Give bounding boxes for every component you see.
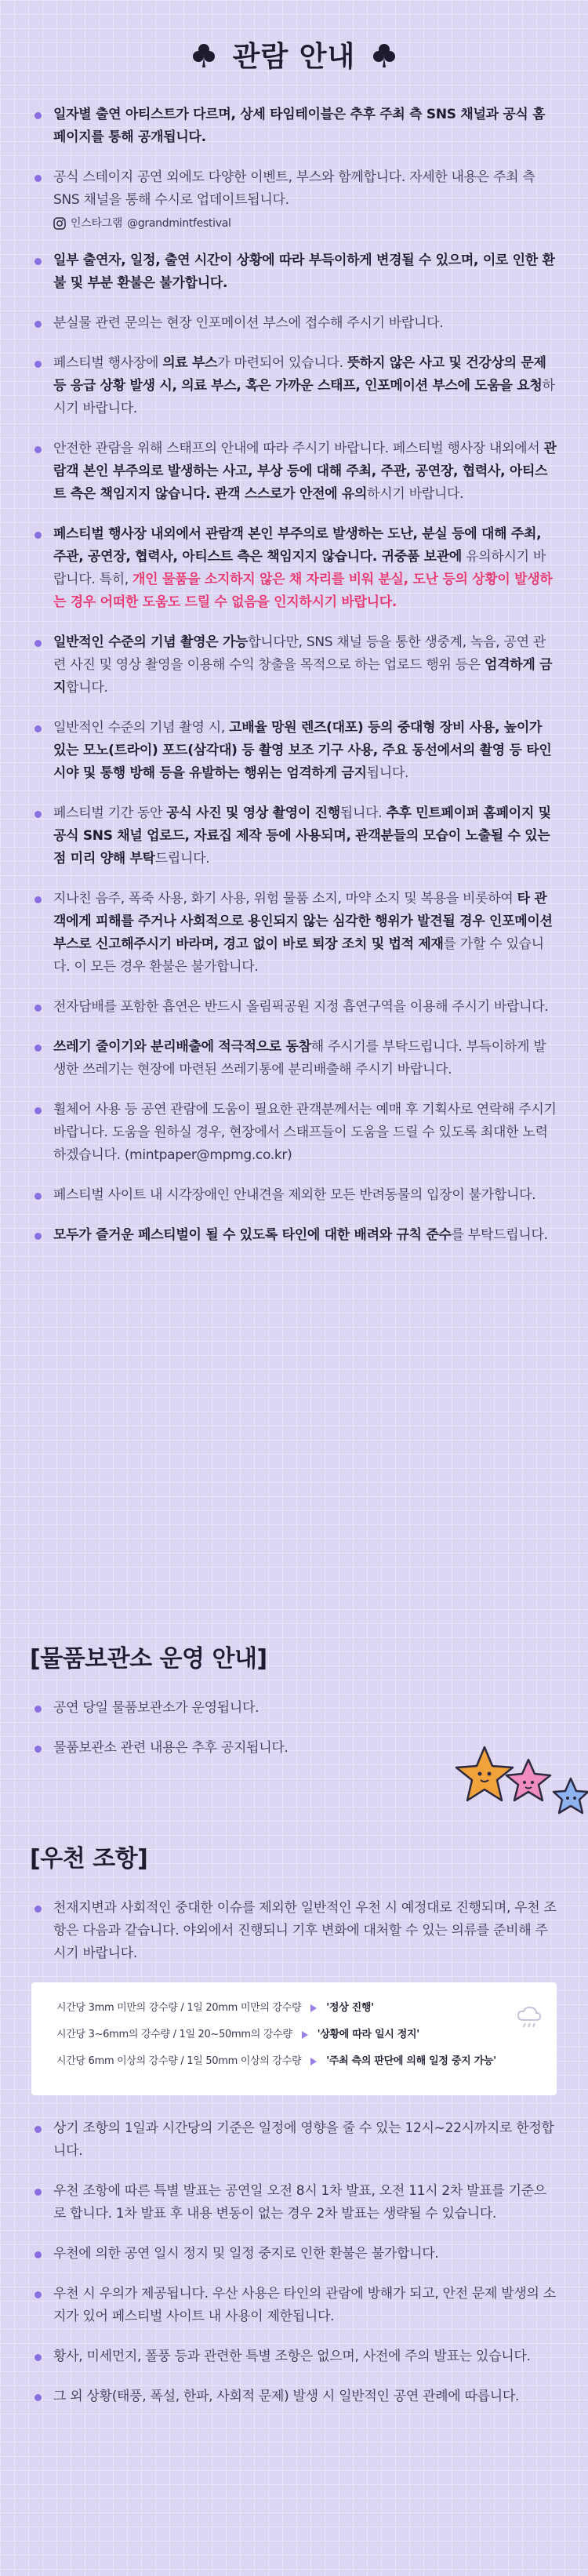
- item-text: 됩니다.: [339, 805, 387, 821]
- item-text: 하시기 바랍니다.: [53, 378, 555, 416]
- guide-section: [0, 104, 588, 1264]
- bullet: [34, 1005, 42, 1012]
- stars-decoration-icon: [453, 1742, 588, 1829]
- rain-result: '정상 진행': [326, 2002, 374, 2014]
- bullet: [34, 725, 42, 732]
- arrow-right-icon: [310, 2058, 317, 2066]
- rain-result: '주최 측의 판단에 의해 일정 중지 가능': [326, 2055, 496, 2067]
- item-text: 드립니다.: [154, 851, 210, 867]
- table-row: [56, 2000, 541, 2017]
- list-item: [34, 1224, 557, 1247]
- list-item: [34, 312, 557, 335]
- item-text: 됩니다.: [366, 765, 409, 781]
- bullet: [34, 321, 42, 328]
- bullet: [34, 1233, 42, 1240]
- item-text: 공식 스테이지 공연 외에도 다양한 이벤트, 부스와 함께합니다. 자세한 내용은 주최 측 SNS 채널을 통해 수시로 업데이트됩니다.: [53, 169, 535, 208]
- item-warning: 개인 물품을 소지하지 않은 채 자리를 비워 분실, 도난 등의 상황이 발생하는 경우 어떠한 도움도 드릴 수 없음을 인지하시기 바랍니다.: [53, 572, 553, 610]
- item-text: 우천 시 우의가 제공됩니다. 우산 사용은 타인의 관람에 방해가 되고, 안전 문제 발생의 소지가 있어 페스티벌 사이트 내 사용이 제한됩니다.: [53, 2286, 556, 2324]
- list-item: [34, 1036, 557, 1081]
- bullet: [34, 2394, 42, 2401]
- item-text: 합니다.: [66, 680, 108, 696]
- bullet: [34, 1906, 42, 1913]
- list-item: [34, 104, 557, 149]
- bullet: [34, 2291, 42, 2298]
- list-item: [34, 2180, 557, 2225]
- item-text: 우천 조항에 따른 특별 발표는 공연일 오전 8시 1차 발표, 오전 11시 2차 발표를 기준으로 합니다. 1차 발표 후 내용 변동이 없는 경우 2차 발표는 생략될 수 있습니다.: [53, 2183, 546, 2222]
- item-text: 하시기 바랍니다.: [367, 486, 464, 502]
- bullet: [34, 2189, 42, 2196]
- list-item: [34, 802, 557, 870]
- rain-intro-list: [0, 1897, 588, 1965]
- page-title: 관람 안내: [232, 41, 356, 73]
- clover-icon: [191, 42, 217, 68]
- table-row: [56, 2026, 541, 2044]
- list-item: [34, 717, 557, 785]
- table-row: [56, 2053, 541, 2070]
- list-item: [34, 2243, 557, 2265]
- item-text: 페스티벌 사이트 내 시각장애인 안내견을 제외한 모든 반려동물의 입장이 불가합니다.: [53, 1187, 536, 1203]
- list-item: [34, 2283, 557, 2328]
- item-text: 지나친 음주, 폭죽 사용, 화기 사용, 위험 물품 소지, 마약 소지 및 복용을 비롯하여: [53, 891, 517, 907]
- item-text: 를 가할 수 있습니다. 이 모든 경우 환불은 불가합니다.: [53, 936, 544, 975]
- arrow-right-icon: [310, 2004, 317, 2012]
- rain-condition: 시간당 3mm 미만의 강수량 / 1일 20mm 미만의 강수량: [56, 2002, 302, 2014]
- item-text: 공연 당일 물품보관소가 운영됩니다.: [53, 1700, 260, 1716]
- rain-cloud-icon: [516, 2006, 543, 2029]
- list-item: [34, 631, 557, 699]
- rain-conditions-table: [31, 1982, 557, 2095]
- list-item: [34, 1184, 557, 1207]
- item-text: 황사, 미세먼지, 폴풍 등과 관련한 특별 조항은 없으며, 사전에 주의 발표는 있습니다.: [53, 2349, 531, 2364]
- bullet: [34, 2126, 42, 2133]
- list-item: [34, 2345, 557, 2368]
- instagram-icon: [53, 217, 66, 230]
- item-emphasis: 관람객 본인 부주의로 발생하는 사고, 부상 등에 대해 주최, 주관, 공연장, 협력사, 아티스트 측은 책임지지 않습니다. 관객 스스로가 안전에 유의: [53, 441, 557, 502]
- list-item: [34, 888, 557, 979]
- bullet: [34, 1045, 42, 1052]
- item-emphasis: 모두가 즐거운 페스티벌이 될 수 있도록 타인에 대한 배려와 규칙 준수: [53, 1227, 452, 1243]
- item-text: 천재지변과 사회적인 중대한 이슈를 제외한 일반적인 우천 시 예정대로 진행되며, 우천 조항은 다음과 같습니다. 야외에서 진행되니 기후 변화에 대처할 수 있는 의류를 준비해 주시기 바랍니다.: [53, 1900, 557, 1961]
- item-text: 합니다만, SNS 채널 등을 통한 생중계, 녹음, 공연 관련 사진 및 영상 촬영을 이용해 수익 창출을 목적으로 하는 업로드 행위 등은: [53, 634, 546, 673]
- arrow-right-icon: [302, 2031, 308, 2039]
- item-emphasis: 공식 사진 및 영상 촬영이 진행: [166, 805, 340, 821]
- item-emphasis: 고배율 망원 렌즈(대포) 등의 중대형 장비 사용, 높이가 있는 모노(트라이) 포드(삼각대) 등 촬영 보조 기구 사용, 주요 동선에서의 촬영 등 타인 시야 및 통행 방해 등을 유발하는 행위는 엄격하게 금지: [53, 720, 552, 781]
- bullet: [34, 1107, 42, 1114]
- list-item: [34, 2385, 557, 2408]
- rain-section-title: [우천 조항]: [30, 1845, 148, 1873]
- item-text: 일반적인 수준의 기념 촬영 시,: [53, 720, 230, 736]
- item-text: 일자별 출연 아티스트가 다르며, 상세 타임테이블은 추후 주최 측 SNS 채널과 공식 홈페이지를 통해 공개됩니다.: [53, 107, 546, 145]
- item-emphasis: 엄격하게 금지: [53, 657, 553, 696]
- bullet: [34, 1193, 42, 1200]
- item-emphasis: 의료 부스: [162, 355, 218, 371]
- bullet: [34, 532, 42, 539]
- bullet: [34, 446, 42, 453]
- item-text: 물품보관소 관련 내용은 추후 공지됩니다.: [53, 1740, 289, 1756]
- item-emphasis: 타 관객에게 피해를 주거나 사회적으로 용인되지 않는 심각한 행위가 발견될 경우 인포메이션 부스로 신고해주시기 바라며, 경고 없이 바로 퇴장 조치 및 법적 제재: [53, 891, 553, 952]
- bullet: [34, 896, 42, 903]
- item-text: 유의하시기 바랍니다. 특히,: [53, 549, 546, 587]
- list-item: [34, 2117, 557, 2163]
- list-item: [34, 1897, 557, 1965]
- item-text: 우천에 의한 공연 일시 정지 및 일정 중지로 인한 환불은 불가합니다.: [53, 2246, 439, 2262]
- bullet: [34, 640, 42, 647]
- list-item: [34, 1099, 557, 1167]
- item-emphasis: 페스티벌 행사장 내외에서 관람객 본인 부주의로 발생하는 도난, 분실 등에 대해 주최, 주관, 공연장, 협력사, 아티스트 측은 책임지지 않습니다. 귀중품 보관에: [53, 526, 542, 565]
- item-emphasis: 일반적인 수준의 기념 촬영은 가능: [53, 634, 249, 650]
- item-emphasis: 뜻하지 않은 사고 및 건강상의 문제 등 응급 상황 발생 시, 의료 부스, 혹은 가까운 스태프, 인포메이션 부스에 도움을 요청: [53, 355, 546, 394]
- clover-icon: [371, 42, 397, 68]
- instagram-label: 인스타그램: [71, 217, 123, 230]
- bullet: [34, 175, 42, 182]
- bullet: [34, 1746, 42, 1753]
- star-pink-icon: [506, 1760, 550, 1800]
- item-text: 를 부탁드립니다.: [451, 1227, 548, 1243]
- bullet: [34, 112, 42, 119]
- instagram-link[interactable]: [53, 215, 557, 232]
- guide-list: [0, 104, 588, 1247]
- list-item: [34, 438, 557, 506]
- bullet: [34, 258, 42, 265]
- bullet: [34, 2354, 42, 2361]
- bullet: [34, 361, 42, 368]
- item-emphasis: 추후 민트페이퍼 홈페이지 및 공식 SNS 채널 업로드, 자료집 제작 등에 사용되며, 관객분들의 모습이 노출될 수 있는 점 미리 양해 부탁: [53, 805, 551, 867]
- item-text: 가 마련되어 있습니다.: [217, 355, 347, 371]
- list-item: [34, 996, 557, 1019]
- item-text: 일부 출연자, 일정, 출연 시간이 상황에 따라 부득이하게 변경될 수 있으며, 이로 인한 환불 및 부분 환불은 불가합니다.: [53, 253, 555, 291]
- bullet: [34, 811, 42, 818]
- item-emphasis: 쓰레기 줄이기와 분리배출에 적극적으로 동참: [53, 1039, 311, 1055]
- rain-condition: 시간당 6mm 이상의 강수량 / 1일 50mm 이상의 강수량: [56, 2055, 302, 2067]
- rain-section: [0, 1839, 588, 2425]
- rain-condition: 시간당 3~6mm의 강수량 / 1일 20~50mm의 강수량: [56, 2029, 292, 2040]
- item-text: 페스티벌 기간 동안: [53, 805, 167, 821]
- instagram-handle: @grandmintfestival: [127, 217, 231, 230]
- title-row: [0, 35, 588, 74]
- list-item: [34, 352, 557, 420]
- item-text: 안전한 관람을 위해 스태프의 안내에 따라 주시기 바랍니다. 페스티벌 행사장 내외에서: [53, 441, 544, 456]
- item-text: 페스티벌 행사장에: [53, 355, 163, 371]
- bullet: [34, 2251, 42, 2258]
- rain-list: [0, 2117, 588, 2408]
- rain-result: '상황에 따라 일시 정지': [317, 2029, 419, 2040]
- item-text: 그 외 상황(태풍, 폭설, 한파, 사회적 문제) 발생 시 일반적인 공연 관례에 따릅니다.: [53, 2389, 520, 2404]
- list-item: [34, 523, 557, 614]
- item-text: 전자담배를 포함한 흡연은 반드시 올림픽공원 지정 흡연구역을 이용해 주시기 바랍니다.: [53, 999, 549, 1015]
- storage-section-title: [물품보관소 운영 안내]: [30, 1645, 267, 1673]
- item-text: 분실물 관련 문의는 현장 인포메이션 부스에 접수해 주시기 바랍니다.: [53, 315, 444, 331]
- item-text: 상기 조항의 1일과 시간당의 기준은 일정에 영향을 줄 수 있는 12시~22시까지로 한정합니다.: [53, 2120, 554, 2159]
- bullet: [34, 1706, 42, 1713]
- item-text: 휠체어 사용 등 공연 관람에 도움이 필요한 관객분께서는 예매 후 기획사로 연락해 주시기 바랍니다. 도움을 원하실 경우, 현장에서 스태프들이 도움을 드릴 수 있도록 최대한 노력하겠습니다. (mintpaper@mpmg.co.kr): [53, 1102, 557, 1163]
- list-item: [34, 166, 557, 232]
- list-item: [34, 1697, 557, 1720]
- list-item: [34, 249, 557, 295]
- star-orange-icon: [456, 1747, 513, 1800]
- item-text: 해 주시기를 부탁드립니다. 부득이하게 발생한 쓰레기는 현장에 마련된 쓰레기통에 분리배출해 주시기 바랍니다.: [53, 1039, 546, 1077]
- star-blue-icon: [554, 1778, 588, 1813]
